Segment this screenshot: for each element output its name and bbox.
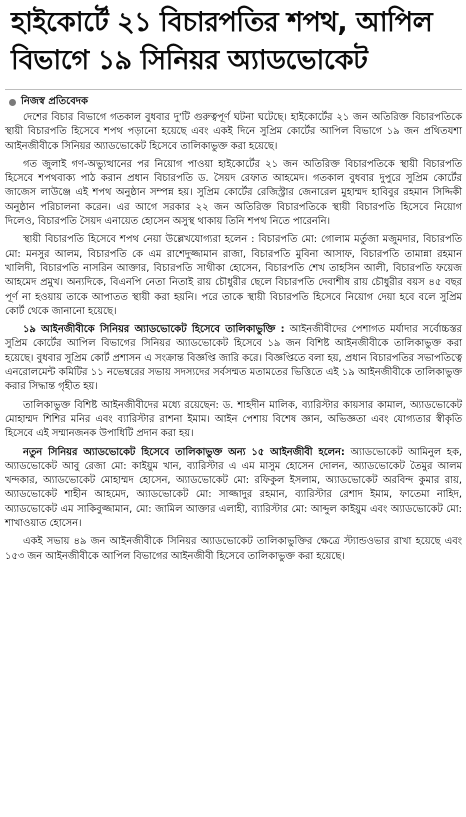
paragraph-other-advocates-text: অ্যাডভোকেট আমিনুল হক, অ্যাডভোকেট আবু রেজা মো: কাইয়ুম খান, ব্যারিস্টার এ এম মাসুম হোসেন দোলন, অ্যাডভোকেট তৈমুর আলম খন্দকার, অ্যাডভোকেট মোহাম্মদ হোসেন, অ্যাডভোকেট মো: রফিকুল ইসলাম, অ্যাডভোকেট অরবিন্দ কুমার রায়, অ্যাডভোকেট শাহীন আহমেদ, অ্যাডভোকেট মো: সাজ্জাদুর রহমান, ব্যারিস্টার রেশাদ ইমাম, ফাতেমা নাহিদ, অ্যাডভোকেট এম সাকিবুজ্জামান, মো: জামিল আক্তার এলাহী, ব্যারিস্টার মো: আব্দুল কাইয়ুম এবং অ্যাডভোকেট মো: শাখাওয়াত হোসেন। — [5, 446, 462, 530]
headline-divider — [5, 89, 462, 90]
bullet-icon — [9, 99, 16, 106]
paragraph-senior-advocates-text: আইনজীবীদের পেশাগত মর্যাদার সর্বোচ্চস্তর সুপ্রিম কোর্টের আপিল বিভাগের সিনিয়র অ্যাডভোকেট হিসেবে ১৯ জন বিশিষ্ট আইনজীবীকে তালিকাভুক্ত করা হয়েছে। বুধবার সুপ্রিম কোর্ট প্রশাসন এ সংক্রান্ত বিজ্ঞপ্তি জারি করে। বিজ্ঞপ্তিতে বলা হয়, প্রধান বিচারপতির সভাপতিত্বে এনরোলমেন্ট কমিটির ১১ নভেম্বরের সভায় সদস্যদের সর্বসম্মত মতামতের ভিত্তিতে এই ১৯ আইনজীবীকে তালিকাভুক্ত করার সিদ্ধান্ত গৃহীত হয়। — [5, 324, 462, 393]
paragraph-senior-advocates — [5, 323, 462, 394]
paragraph-notable-advocates: তালিকাভুক্ত বিশিষ্ট আইনজীবীদের মধ্যে রয়েছেন: ড. শাহদীন মালিক, ব্যারিস্টার কায়সার কামাল, অ্যাডভোকেট মোহাম্মদ শিশির মনির এবং ব্যারিস্টার রাশনা ইমাম। আইন পেশায় বিশেষ জ্ঞান, অভিজ্ঞতা এবং যোগ্যতার স্বীকৃতি হিসেবে এই সম্মানজনক উপাধিটি প্রদান করা হয়। — [5, 399, 462, 440]
paragraph-other-advocates — [5, 446, 462, 532]
section-subhead-senior-advocates: ১৯ আইনজীবীকে সিনিয়র অ্যাডভোকেট হিসেবে তালিকাভুক্তি : — [23, 324, 285, 336]
byline-text: নিজস্ব প্রতিবেদক — [21, 96, 89, 107]
article-body — [5, 111, 462, 564]
headline — [5, 0, 462, 80]
headline-line-1: হাইকোর্টে ২১ বিচারপতির শপথ, আপিল — [11, 7, 433, 38]
headline-line-2: বিভাগে ১৯ সিনিয়র অ্যাডভোকেট — [11, 45, 368, 76]
byline — [9, 95, 462, 109]
paragraph-closing: একই সভায় ৪৯ জন আইনজীবীকে সিনিয়র অ্যাডভোকেট তালিকাভুক্তির ক্ষেত্রে স্ট্যান্ডওভার রাখা হয়েছে এবং ১৫৩ জন আইনজীবীকে আপিল বিভাগের আইনজীবী হিসেবে তালিকাভুক্ত করা হয়েছে। — [5, 536, 462, 562]
paragraph-judges-list: স্থায়ী বিচারপতি হিসেবে শপথ নেয়া উল্লেখযোগ্যরা হলেন : বিচারপতি মো: গোলাম মর্তুজা মজুমদার, বিচারপতি মো: মনসুর আলম, বিচারপতি কে এম রাশেদুজ্জামান রাজা, বিচারপতি মুবিনা আসাফ, বিচারপতি তামান্না রহমান খালিদী, বিচারপতি নাসরিন আক্তার, বিচারপতি সাথীকা হোসেন, বিচারপতি শেখ তাহসিন আলী, বিচারপতি ফয়েজ আহমেদ প্রমুখ। অন্যদিকে, বিএনপি নেতা নিতাই রায় চৌধুরীর ছেলে বিচারপতি দেবাশীষ রায় চৌধুরীর বয়স ৪৫ বছর পূর্ণ না হওয়ায় তাকে আপাতত স্থায়ী করা হয়নি। পরে তাকে স্থায়ী বিচারপতি হিসেবে নিয়োগ দেয়া হবে বলে সুপ্রিম কোর্ট থেকে জানানো হয়েছে। — [5, 234, 462, 317]
section-subhead-other-advocates: নতুন সিনিয়র অ্যাডভোকেট হিসেবে তালিকাভুক্ত অন্য ১৫ আইনজীবী হলেন: — [23, 446, 345, 458]
paragraph-oath-ceremony: গত জুলাই গণ-অভ্যুত্থানের পর নিয়োগ পাওয়া হাইকোর্টের ২১ জন অতিরিক্ত বিচারপতিকে স্থায়ী বিচারপতি হিসেবে শপথবাক্য পাঠ করান প্রধান বিচারপতি ড. সৈয়দ রেফাত আহমেদ। গতকাল বুধবার দুপুরে সুপ্রিম কোর্টের জাজেস লাউঞ্জে এই শপথ অনুষ্ঠান সম্পন্ন হয়। সুপ্রিম কোর্টের রেজিস্ট্রার জেনারেল মুহাম্মদ হাবিবুর রহমান সিদ্দিকী অনুষ্ঠান পরিচালনা করেন। এর আগে সরকার ২২ জন অতিরিক্ত বিচারপতিকে স্থায়ী বিচারপতি হিসেবে নিয়োগ দিলেও, বিচারপতি সৈয়দ এনায়েত হোসেন অসুস্থ থাকায় তিনি শপথ নিতে পারেননি। — [5, 158, 462, 228]
paragraph-intro: দেশের বিচার বিভাগে গতকাল বুধবার দু'টি গুরুত্বপূর্ণ ঘটনা ঘটেছে। হাইকোর্টের ২১ জন অতিরিক্ত বিচারপতিকে স্থায়ী বিচারপতি হিসেবে শপথ পড়ানো হয়েছে এবং একই দিনে সুপ্রিম কোর্টের আপিল বিভাগে ১৯ জন প্রথিতযশা আইনজীবীকে সিনিয়র অ্যাডভোকেট হিসেবে তালিকাভুক্ত করা হয়েছে। — [5, 112, 462, 152]
